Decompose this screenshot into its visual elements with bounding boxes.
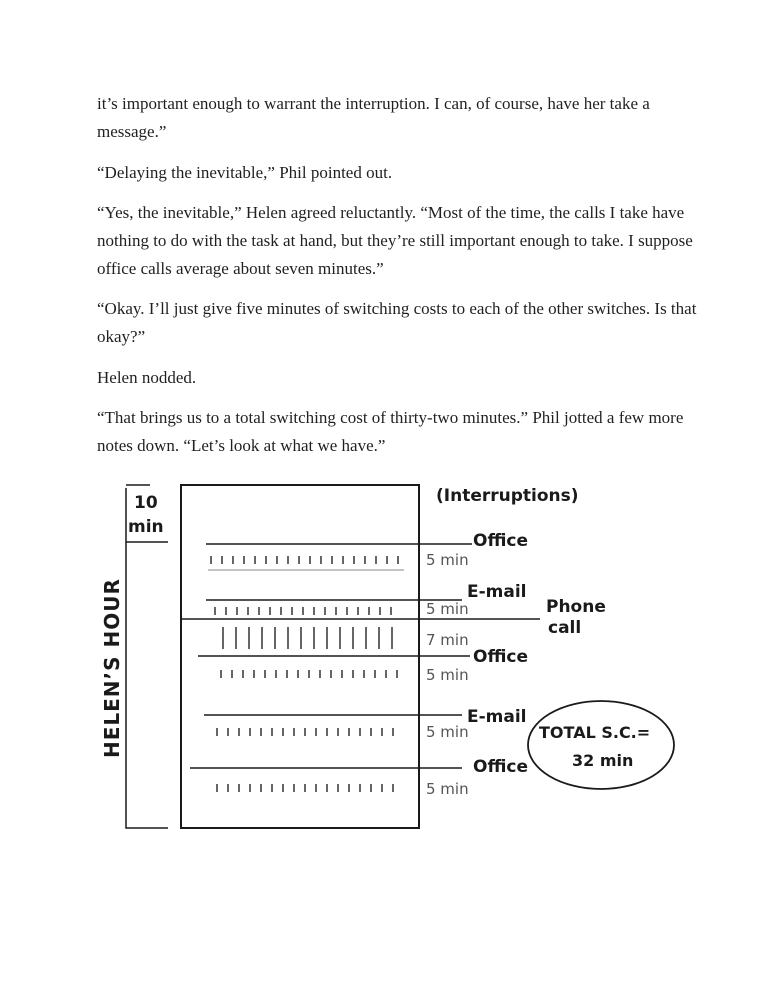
total-ellipse [528,701,674,789]
interruption-label-3a: Phone [546,597,606,617]
paragraph-6: “That brings us to a total switching cost of thirty-two minutes.” Phil jotted a few more notes down. “Let’s look at what we have.” [97,408,684,455]
cost-4: 5 min [426,666,469,684]
cost-2: 5 min [426,600,469,618]
interruption-label-2: E-mail [467,582,527,602]
scale-label-10: 10 [134,493,158,513]
interruption-label-6: Office [473,757,529,777]
scale-label-min: min [128,517,164,537]
cost-5: 5 min [426,723,469,741]
interruption-label-3b: call [548,618,582,638]
cost-3: 7 min [426,631,469,649]
interruption-label-5: E-mail [467,707,527,727]
hour-bracket [126,542,168,828]
paragraph-2: “Delaying the inevitable,” Phil pointed out. [97,163,393,182]
paragraph-1: it’s important enough to warrant the interruption. I can, of course, have her take a message.” [97,94,650,141]
paragraph-4: “Okay. I’ll just give five minutes of switching costs to each of the other switches. Is that okay?” [97,299,697,346]
total-value: 32 min [572,751,634,770]
cost-6: 5 min [426,780,469,798]
cost-1: 5 min [426,551,469,569]
helens-hour-diagram [0,470,772,850]
interruptions-header: (Interruptions) [436,486,579,506]
total-label: TOTAL S.C.= [539,723,651,742]
interruption-label-1: Office [473,531,529,551]
interruption-label-4: Office [473,647,529,667]
paragraph-5: Helen nodded. [97,368,197,387]
paragraph-3: “Yes, the inevitable,” Helen agreed reluctantly. “Most of the time, the calls I take have nothing to do with the task at hand, but they’re still important enough to take. I suppose office calls average about seven minutes.” [97,203,693,278]
side-label: HELEN’S HOUR [100,578,124,758]
